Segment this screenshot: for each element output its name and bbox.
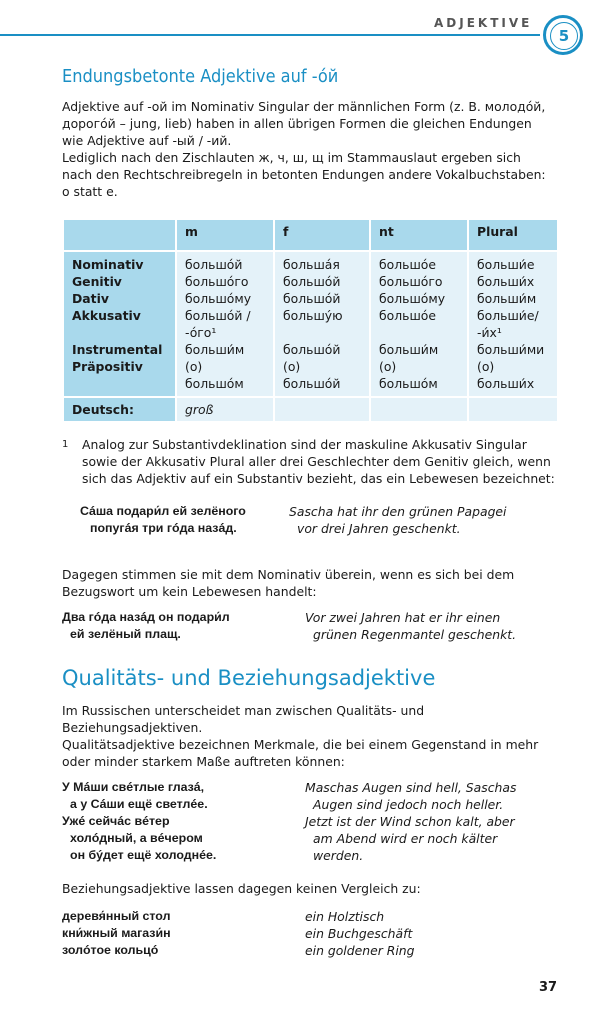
form-cell: большóй <box>185 257 243 272</box>
form-cell: больши́ми <box>477 342 545 357</box>
form-cell: большáя <box>283 257 340 272</box>
form-cell: большóе <box>379 308 436 323</box>
example-ru-line: Два гóда назáд он подари́л <box>62 610 230 624</box>
declension-table <box>62 218 559 423</box>
form-cell: больши́м <box>379 342 439 357</box>
relation-ru-line: кни́жный магази́н <box>62 926 171 940</box>
example-de-line: werden. <box>313 848 364 863</box>
section2-title: Qualitäts- und Beziehungsadjektive <box>62 666 436 690</box>
section2-para3: Beziehungsadjektive lassen dagegen keinen Vergleich zu: <box>62 881 421 896</box>
section1-text <box>62 98 552 200</box>
example-ru-line: а у Сáши ещё светлéе. <box>70 797 208 811</box>
section2-para1: Im Russischen unterscheidet man zwischen Qualitäts- und Beziehungsadjektiven. <box>62 703 425 735</box>
case-label: Akkusativ <box>72 308 141 323</box>
form-cell: (о) <box>185 359 203 374</box>
case-label: Genitiv <box>72 274 122 289</box>
relation-ru-line: золóтое кольцó <box>62 943 159 957</box>
table-header-empty <box>63 219 176 251</box>
section1-para1: Adjektive auf -ой im Nominativ Singular der männlichen Form (z. B. молодóй, дорогóй – jung, lieb) haben in allen übrigen Formen die gleichen Endungen wie Adjektive auf -ый / -ий. <box>62 99 546 148</box>
example-de-line: Maschas Augen sind hell, Saschas <box>305 780 517 795</box>
form-cell: большóго <box>185 274 249 289</box>
form-cell: больши́х <box>477 274 535 289</box>
example-de-line: grünen Regenmantel geschenkt. <box>313 627 517 642</box>
example-de-line: Augen sind jedoch noch heller. <box>313 797 504 812</box>
example-de-line: vor drei Jahren geschenkt. <box>297 521 461 536</box>
section2-para2: Qualitätsadjektive bezeichnen Merkmale, die bei einem Gegenstand in mehr oder minder starkem Maße auftreten können: <box>62 737 539 769</box>
form-cell: большýю <box>283 308 343 323</box>
case-label-spacer <box>72 324 167 341</box>
example-ru-line: Сáша подари́л ей зелёного <box>80 504 246 518</box>
form-cell: больши́е <box>477 257 535 272</box>
example-de-line: Sascha hat ihr den grünen Papagei <box>289 504 507 519</box>
page-number: 37 <box>539 980 558 995</box>
relation-ru-line: деревя́нный стол <box>62 909 171 923</box>
relation-de-line: ein Buchgeschäft <box>305 926 413 941</box>
empty-cell <box>370 397 468 422</box>
form-cell: большóму <box>185 291 252 306</box>
form-cell: большóм <box>379 376 438 391</box>
section1-title: Endungsbetonte Adjektive auf -óй <box>62 66 339 87</box>
form-cell: больши́м <box>185 342 245 357</box>
form-cell: большóго <box>379 274 443 289</box>
chapter-number: 5 <box>550 22 578 50</box>
form-cell: большóй <box>283 291 341 306</box>
form-cell: больши́е/ <box>477 308 539 323</box>
example-ru-line: попугáя три гóда назáд. <box>90 521 237 535</box>
form-cell: (о) <box>283 359 301 374</box>
example-ru-line: холóдный, а вéчером <box>70 831 203 845</box>
chapter-badge <box>543 15 583 55</box>
form-cell: большóм <box>185 376 244 391</box>
form-cell: большóй <box>283 342 341 357</box>
empty-cell <box>274 397 370 422</box>
table-header-plural: Plural <box>468 219 558 251</box>
table-body-row <box>63 251 558 397</box>
form-cell: больши́м <box>477 291 537 306</box>
form-cell: больши́х <box>477 376 535 391</box>
example-de-line: Jetzt ist der Wind schon kalt, aber <box>305 814 515 829</box>
forms-nt <box>370 251 468 397</box>
form-cell: большóй <box>283 376 341 391</box>
form-cell: большóй / <box>185 308 251 323</box>
case-label: Instrumental <box>72 342 163 357</box>
form-cell: -и́х¹ <box>477 325 502 340</box>
example-ru-line: ей зелёный плащ. <box>70 627 181 641</box>
example-de-line: Vor zwei Jahren hat er ihr einen <box>305 610 501 625</box>
case-labels <box>63 251 176 397</box>
form-cell: большóму <box>379 291 446 306</box>
forms-plural <box>468 251 558 397</box>
deutsch-label: Deutsch: <box>63 397 176 422</box>
header-rule <box>0 34 540 36</box>
case-label: Dativ <box>72 291 109 306</box>
form-cell: большóе <box>379 257 436 272</box>
form-cell-spacer <box>283 324 361 341</box>
example-ru-line: Ужé сейчáс вéтер <box>62 814 170 828</box>
example-ru-line: он бýдет ещё холоднéе. <box>70 848 217 862</box>
case-label: Präpositiv <box>72 359 143 374</box>
form-cell: (о) <box>379 359 397 374</box>
forms-m <box>176 251 274 397</box>
footnote-text: Analog zur Substantivdeklination sind der maskuline Akkusativ Singular sowie der Akkusativ Plural aller drei Geschlechter dem Genitiv gleich, wenn sich das Adjektiv auf ein Substantiv bezieht, das ein Lebewesen bezeichnet: <box>82 437 555 486</box>
table-header-nt: nt <box>370 219 468 251</box>
example-de-line: am Abend wird er noch kälter <box>313 831 498 846</box>
form-cell: (о) <box>477 359 495 374</box>
table-header-m: m <box>176 219 274 251</box>
table-header-row <box>63 219 558 251</box>
case-label: Nominativ <box>72 257 144 272</box>
table-header-f: f <box>274 219 370 251</box>
form-cell-spacer <box>379 324 459 341</box>
forms-f <box>274 251 370 397</box>
form-cell: -óго¹ <box>185 325 217 340</box>
nominative-paragraph: Dagegen stimmen sie mit dem Nominativ überein, wenn es sich bei dem Bezugswort um kein Lebewesen handelt: <box>62 567 515 599</box>
section2-text <box>62 702 552 770</box>
example-ru-line: У Мáши свéтлые глазá, <box>62 780 205 794</box>
section-label: ADJEKTIVE <box>434 16 533 30</box>
empty-cell <box>468 397 558 422</box>
deutsch-value: groß <box>176 397 274 422</box>
footnote-number: 1 <box>62 439 69 450</box>
relation-de-line: ein Holztisch <box>305 909 385 924</box>
table-footer-row <box>63 397 558 422</box>
section1-para2: Lediglich nach den Zischlauten ж, ч, ш, щ im Stammauslaut ergeben sich nach den Rechtschreibregeln in betonten Endungen andere Vokalbuchstaben: о statt е. <box>62 150 546 199</box>
relation-de-line: ein goldener Ring <box>305 943 415 958</box>
form-cell: большóй <box>283 274 341 289</box>
